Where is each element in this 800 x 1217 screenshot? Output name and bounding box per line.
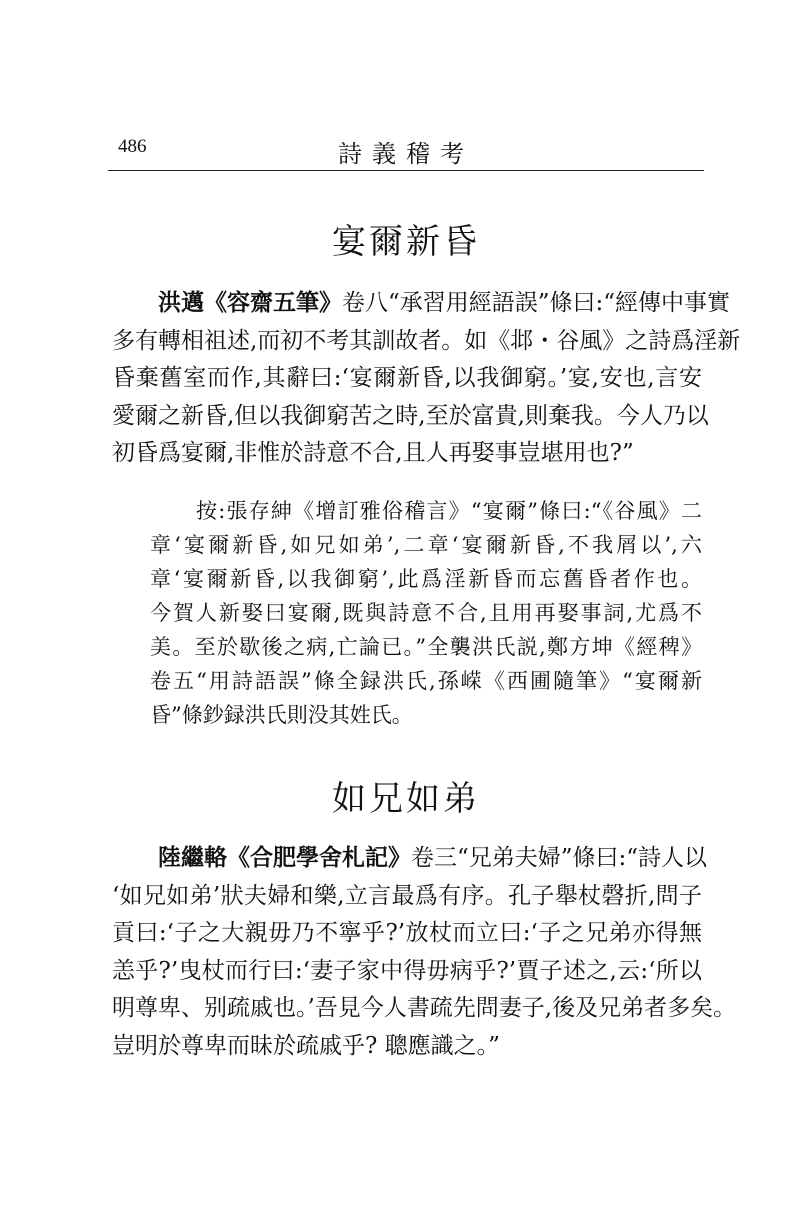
- paragraph-line: 豈明於尊卑而昧於疏戚乎? 聰應識之。”: [112, 1032, 500, 1059]
- running-title: 詩義稽考: [338, 140, 474, 168]
- page-header: [108, 134, 704, 172]
- note-line: 今賀人新娶曰宴爾,既與詩意不合,且用再娶事詞,尤爲不: [150, 601, 702, 625]
- main-paragraph-1: [112, 285, 741, 473]
- paragraph-line: 昏棄舊室而作,其辭曰:‘宴爾新昏,以我御窮。’宴,安也,言安: [112, 365, 702, 391]
- page-number: 486: [118, 136, 147, 157]
- main-paragraph-2: [112, 840, 737, 1065]
- paragraph-line: 陸繼輅《合肥學舍札記》卷三“兄弟夫婦”條曰:“詩人以: [158, 845, 708, 871]
- note-line: 章‘宴爾新昏,以我御窮’,此爲淫新昏而忘舊昏者作也。: [150, 567, 702, 591]
- section-heading-1: 宴爾新昏: [332, 222, 480, 262]
- paragraph-line: 恙乎?’曳杖而行曰:‘妻子家中得毋病乎?’賈子述之,云:‘所以: [112, 957, 702, 984]
- note-line: 按:張存紳《增訂雅俗稽言》“宴爾”條曰:“《谷風》二: [196, 499, 702, 523]
- note-line: 美。至於歇後之病,亡論已。”全襲洪氏説,鄭方坤《經稗》: [150, 635, 702, 659]
- section-heading-2: 如兄如弟: [332, 779, 480, 819]
- paragraph-line: 貢曰:‘子之大親毋乃不寧乎?’放杖而立曰:‘子之兄弟亦得無: [112, 920, 702, 946]
- note-line: 卷五“用詩語誤”條全録洪氏,孫嵘《西圃隨筆》“宴爾新: [150, 669, 702, 693]
- note-line: 昏”條鈔録洪氏則没其姓氏。: [150, 703, 413, 727]
- note-line: 章‘宴爾新昏,如兄如弟’,二章‘宴爾新昏,不我屑以’,六: [150, 533, 702, 557]
- paragraph-line: ‘如兄如弟’狀夫婦和樂,立言最爲有序。孔子舉杖磬折,問子: [112, 882, 702, 909]
- cited-work: 陸繼輅《合肥學舍札記》: [158, 845, 411, 871]
- header-rule: [108, 170, 704, 171]
- paragraph-line: 初昏爲宴爾,非惟於詩意不合,且人再娶事豈堪用也?”: [112, 440, 634, 466]
- cited-work: 洪邁《容齋五筆》: [158, 290, 342, 316]
- paragraph-line: 愛爾之新昏,但以我御窮苦之時,至於富貴,則棄我。今人乃以: [112, 402, 709, 429]
- paragraph-line: 洪邁《容齋五筆》卷八“承習用經語誤”條曰:“經傳中事實: [158, 290, 731, 316]
- paragraph-line: 明尊卑、别疏戚也。’吾見今人書疏先問妻子,後及兄弟者多矣。: [112, 995, 737, 1021]
- paragraph-line: 多有轉相祖述,而初不考其訓故者。如《邶・谷風》之詩爲淫新: [112, 327, 741, 354]
- note-paragraph: [150, 494, 702, 732]
